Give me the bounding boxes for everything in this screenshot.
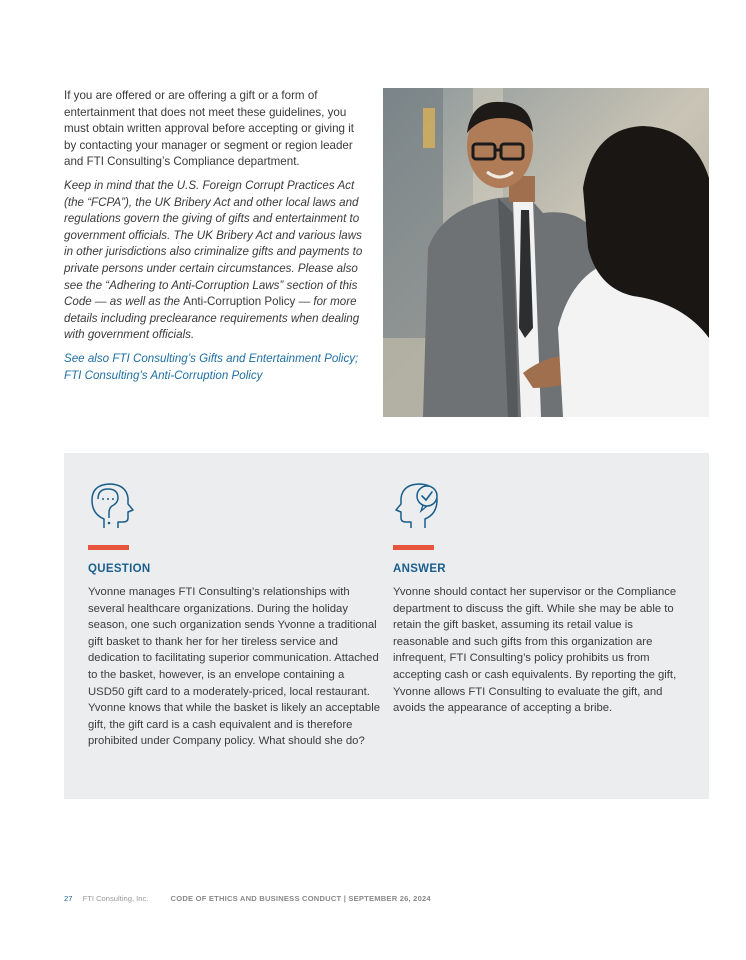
- question-answer-box: [64, 453, 709, 799]
- footer-document-title: CODE OF ETHICS AND BUSINESS CONDUCT | SEPTEMBER 26, 2024: [170, 894, 431, 903]
- anti-corruption-policy-link[interactable]: FTI Consulting’s Anti-Corruption Policy: [64, 368, 263, 382]
- answer-accent-bar: [393, 545, 434, 550]
- anti-corruption-policy-name: Anti-Corruption Policy: [183, 295, 296, 309]
- page-footer: [64, 894, 431, 903]
- page-number: 27: [64, 894, 73, 903]
- answer-body: Yvonne should contact her supervisor or the Compliance department to discuss the gift. While she may be able to retain the gift basket, assuming its retail value is reasonable and such gifts from this organization are infrequent, FTI Consulting’s policy prohibits us from accepting cash or cash equivalents. By reporting the gift, Yvonne allows FTI Consulting to evaluate the gift, and avoids the appearance of accepting a bribe.: [393, 586, 677, 715]
- question-body: Yvonne manages FTI Consulting’s relationships with several healthcare organizations. During the holiday season, one such organization sends Yvonne a traditional gift basket to thank her for her tireless service and dedication to facilitating superior communication. Attached to the basket, however, is an envelope containing a USD50 gift card to a moderately-priced, local restaurant. Yvonne knows that while the basket is likely an acceptable gift, the gift card is a cash equivalent and is therefore prohibited under Company policy. What should she do?: [88, 586, 381, 748]
- fcpa-paragraph: [64, 178, 369, 344]
- head-question-icon: [88, 481, 136, 533]
- gifts-policy-link[interactable]: See also FTI Consulting’s Gifts and Entertainment Policy;: [64, 351, 359, 365]
- question-heading: QUESTION: [88, 563, 151, 575]
- see-also-links: [64, 351, 369, 384]
- head-checkmark-icon: [393, 481, 441, 533]
- handshake-photo: [383, 88, 709, 417]
- fcpa-text-part1: Keep in mind that the U.S. Foreign Corrupt Practices Act (the “FCPA”), the UK Bribery Act and other local laws and regulations govern the giving of gifts and entertainment to government officials. The UK Bribery Act and various laws in other jurisdictions also criminalize gifts and payments to private persons under certain circumstances. Please also see the “Adhering to Anti-Corruption Laws” section of this Code — as well as the: [64, 178, 363, 309]
- question-accent-bar: [88, 545, 129, 550]
- answer-heading: ANSWER: [393, 563, 446, 575]
- intro-text: [64, 88, 369, 391]
- intro-paragraph: If you are offered or are offering a gift or a form of entertainment that does not meet these guidelines, you must obtain written approval before accepting or giving it by contacting your manager or segment or region leader and FTI Consulting’s Compliance department.: [64, 89, 355, 169]
- footer-company: FTI Consulting, Inc.: [82, 894, 149, 903]
- handshake-illustration: [383, 88, 709, 417]
- fcpa-text-part2: — for more details including preclearance requirements when dealing with government officials.: [64, 295, 360, 342]
